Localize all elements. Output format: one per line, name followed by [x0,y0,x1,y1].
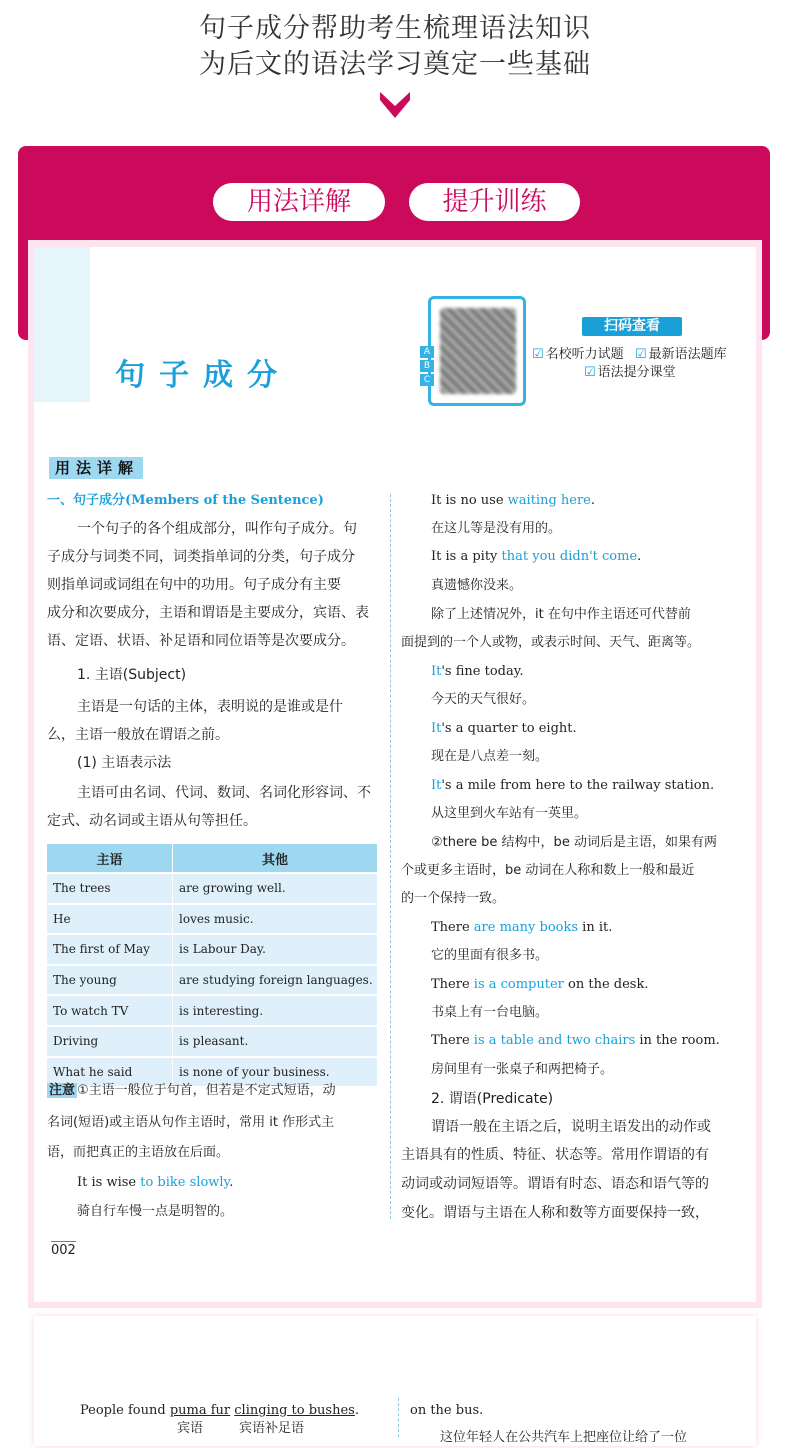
example-en: It is no use waiting here. [431,493,596,508]
continued-text: on the bus. [410,1403,484,1418]
section-heading: 一、句子成分(Members of the Sentence) [47,493,324,508]
chevron-down-icon [380,92,410,118]
qr-code[interactable] [440,308,516,394]
subheading-subject: 1. 主语(Subject) [77,667,187,683]
feature-question-bank: ☑ 最新语法题库 [635,343,727,362]
example-cn: 骑自行车慢一点是明智的。 [77,1204,234,1219]
table-row: He loves music. [47,904,378,935]
paragraph-line: 成分和次要成分，主语和谓语是主要成分，宾语、表 [47,605,369,621]
note-line: 注意 ①主语一般位于句首，但若是不定式短语，动 [49,1083,336,1098]
paragraph-line: 子成分与词类不同，词类指单词的分类，句子成分 [47,549,355,565]
paragraph-line: 个或更多主语时，be 动词在人称和数上一般和最近 [401,863,695,878]
example-cn: 现在是八点差一刻。 [431,749,549,764]
paragraph-line: 则指单词或词组在句中的功用。句子成分有主要 [47,577,341,593]
note-tag: 注意 [49,1083,76,1098]
example-en: There is a computer on the desk. [431,977,649,992]
page-title: 句子成分 [115,358,291,393]
paragraph-line: 除了上述情况外，it 在句中作主语还可代替前 [431,607,691,622]
scan-badge: 扫码查看 [582,317,682,336]
note-line: 名词(短语)或主语从句作主语时，常用 it 作形式主 [47,1115,335,1130]
paragraph-line: 动词或动词短语等。谓语有时态、语态和语气等的 [401,1176,709,1192]
next-page [34,1316,756,1446]
subheading-predicate: 2. 谓语(Predicate) [431,1091,554,1107]
table-row: The first of May is Labour Day. [47,934,378,965]
table-header: 其他 [173,844,378,873]
feature-class: ☑ 语法提分课堂 [584,361,676,380]
example-en: It is a pity that you didn't come. [431,549,642,564]
example-en: It is wise to bike slowly. [77,1175,234,1190]
label-object: 宾语 [177,1421,204,1436]
paragraph-line: ②there be 结构中，be 动词后是主语，如果有两 [431,835,717,850]
table-row: Driving is pleasant. [47,1026,378,1057]
paragraph-line: 一个句子的各个组成部分，叫作句子成分。句 [77,521,357,537]
paragraph-line: 么，主语一般放在谓语之前。 [47,727,229,743]
page-number: 002 [51,1243,76,1258]
table-header: 主语 [47,844,173,873]
continued-text: 这位年轻人在公共汽车上把座位让给了一位 [440,1430,688,1445]
column-divider [398,1398,399,1437]
abc-tag-a: A [420,346,434,358]
table-row: The young are studying foreign languages. [47,965,378,996]
example-en: It's a mile from here to the railway station. [431,778,715,793]
label-object-complement: 宾语补足语 [239,1421,305,1436]
paragraph-line: 变化。谓语与主语在人称和数等方面要保持一致， [401,1205,709,1221]
example-cn: 今天的天气很好。 [431,692,536,707]
paragraph-line: 主语是一句话的主体，表明说的是谁或是什 [77,699,343,715]
note-line: 语，而把真正的主语放在后面。 [47,1145,230,1160]
example-en: There is a table and two chairs in the room. [431,1033,720,1048]
paragraph-line: 语、定语、状语、补足语和同位语等是次要成分。 [47,633,355,649]
tab-practice[interactable]: 提升训练 [409,183,580,221]
abc-tag-c: C [420,374,434,386]
tab-usage[interactable]: 用法详解 [213,183,385,221]
table-row: What he said is none of your business. [47,1057,378,1087]
column-divider [390,494,391,1219]
example-cn: 房间里有一张桌子和两把椅子。 [431,1062,614,1077]
example-en: It's fine today. [431,664,524,679]
paragraph-line: 的一个保持一致。 [401,891,506,906]
section-head: 用法详解 [49,457,143,479]
paragraph-line: 定式、动名词或主语从句等担任。 [47,813,257,829]
example-cn: 在这儿等是没有用的。 [431,521,562,536]
table-row: To watch TV is interesting. [47,995,378,1026]
example-cn: 它的里面有很多书。 [431,948,549,963]
example-en: There are many books in it. [431,920,613,935]
feature-listening: ☑ 名校听力试题 [532,343,624,362]
example-en: It's a quarter to eight. [431,721,577,736]
subheading-subject-forms: (1) 主语表示法 [77,755,172,771]
example-cn: 书桌上有一台电脑。 [431,1005,549,1020]
example-cn: 真遗憾你没来。 [431,578,523,593]
example-sentence: People found puma fur clinging to bushes. [80,1403,359,1418]
table-row: The trees are growing well. [47,873,378,904]
example-cn: 从这里到火车站有一英里。 [431,806,588,821]
paragraph-line: 面提到的一个人或物，或表示时间、天气、距离等。 [401,635,701,650]
paragraph-line: 主语可由名词、代词、数词、名词化形容词、不 [77,785,371,801]
subject-table [47,844,378,1086]
promo-line-2: 为后文的语法学习奠定一些基础 [199,49,591,80]
paragraph-line: 谓语一般在主语之后，说明主语发出的动作或 [431,1119,711,1135]
paragraph-line: 主语具有的性质、特征、状态等。常用作谓语的有 [401,1147,709,1163]
promo-line-1: 句子成分帮助考生梳理语法知识 [199,13,591,44]
abc-tag-b: B [420,360,434,372]
